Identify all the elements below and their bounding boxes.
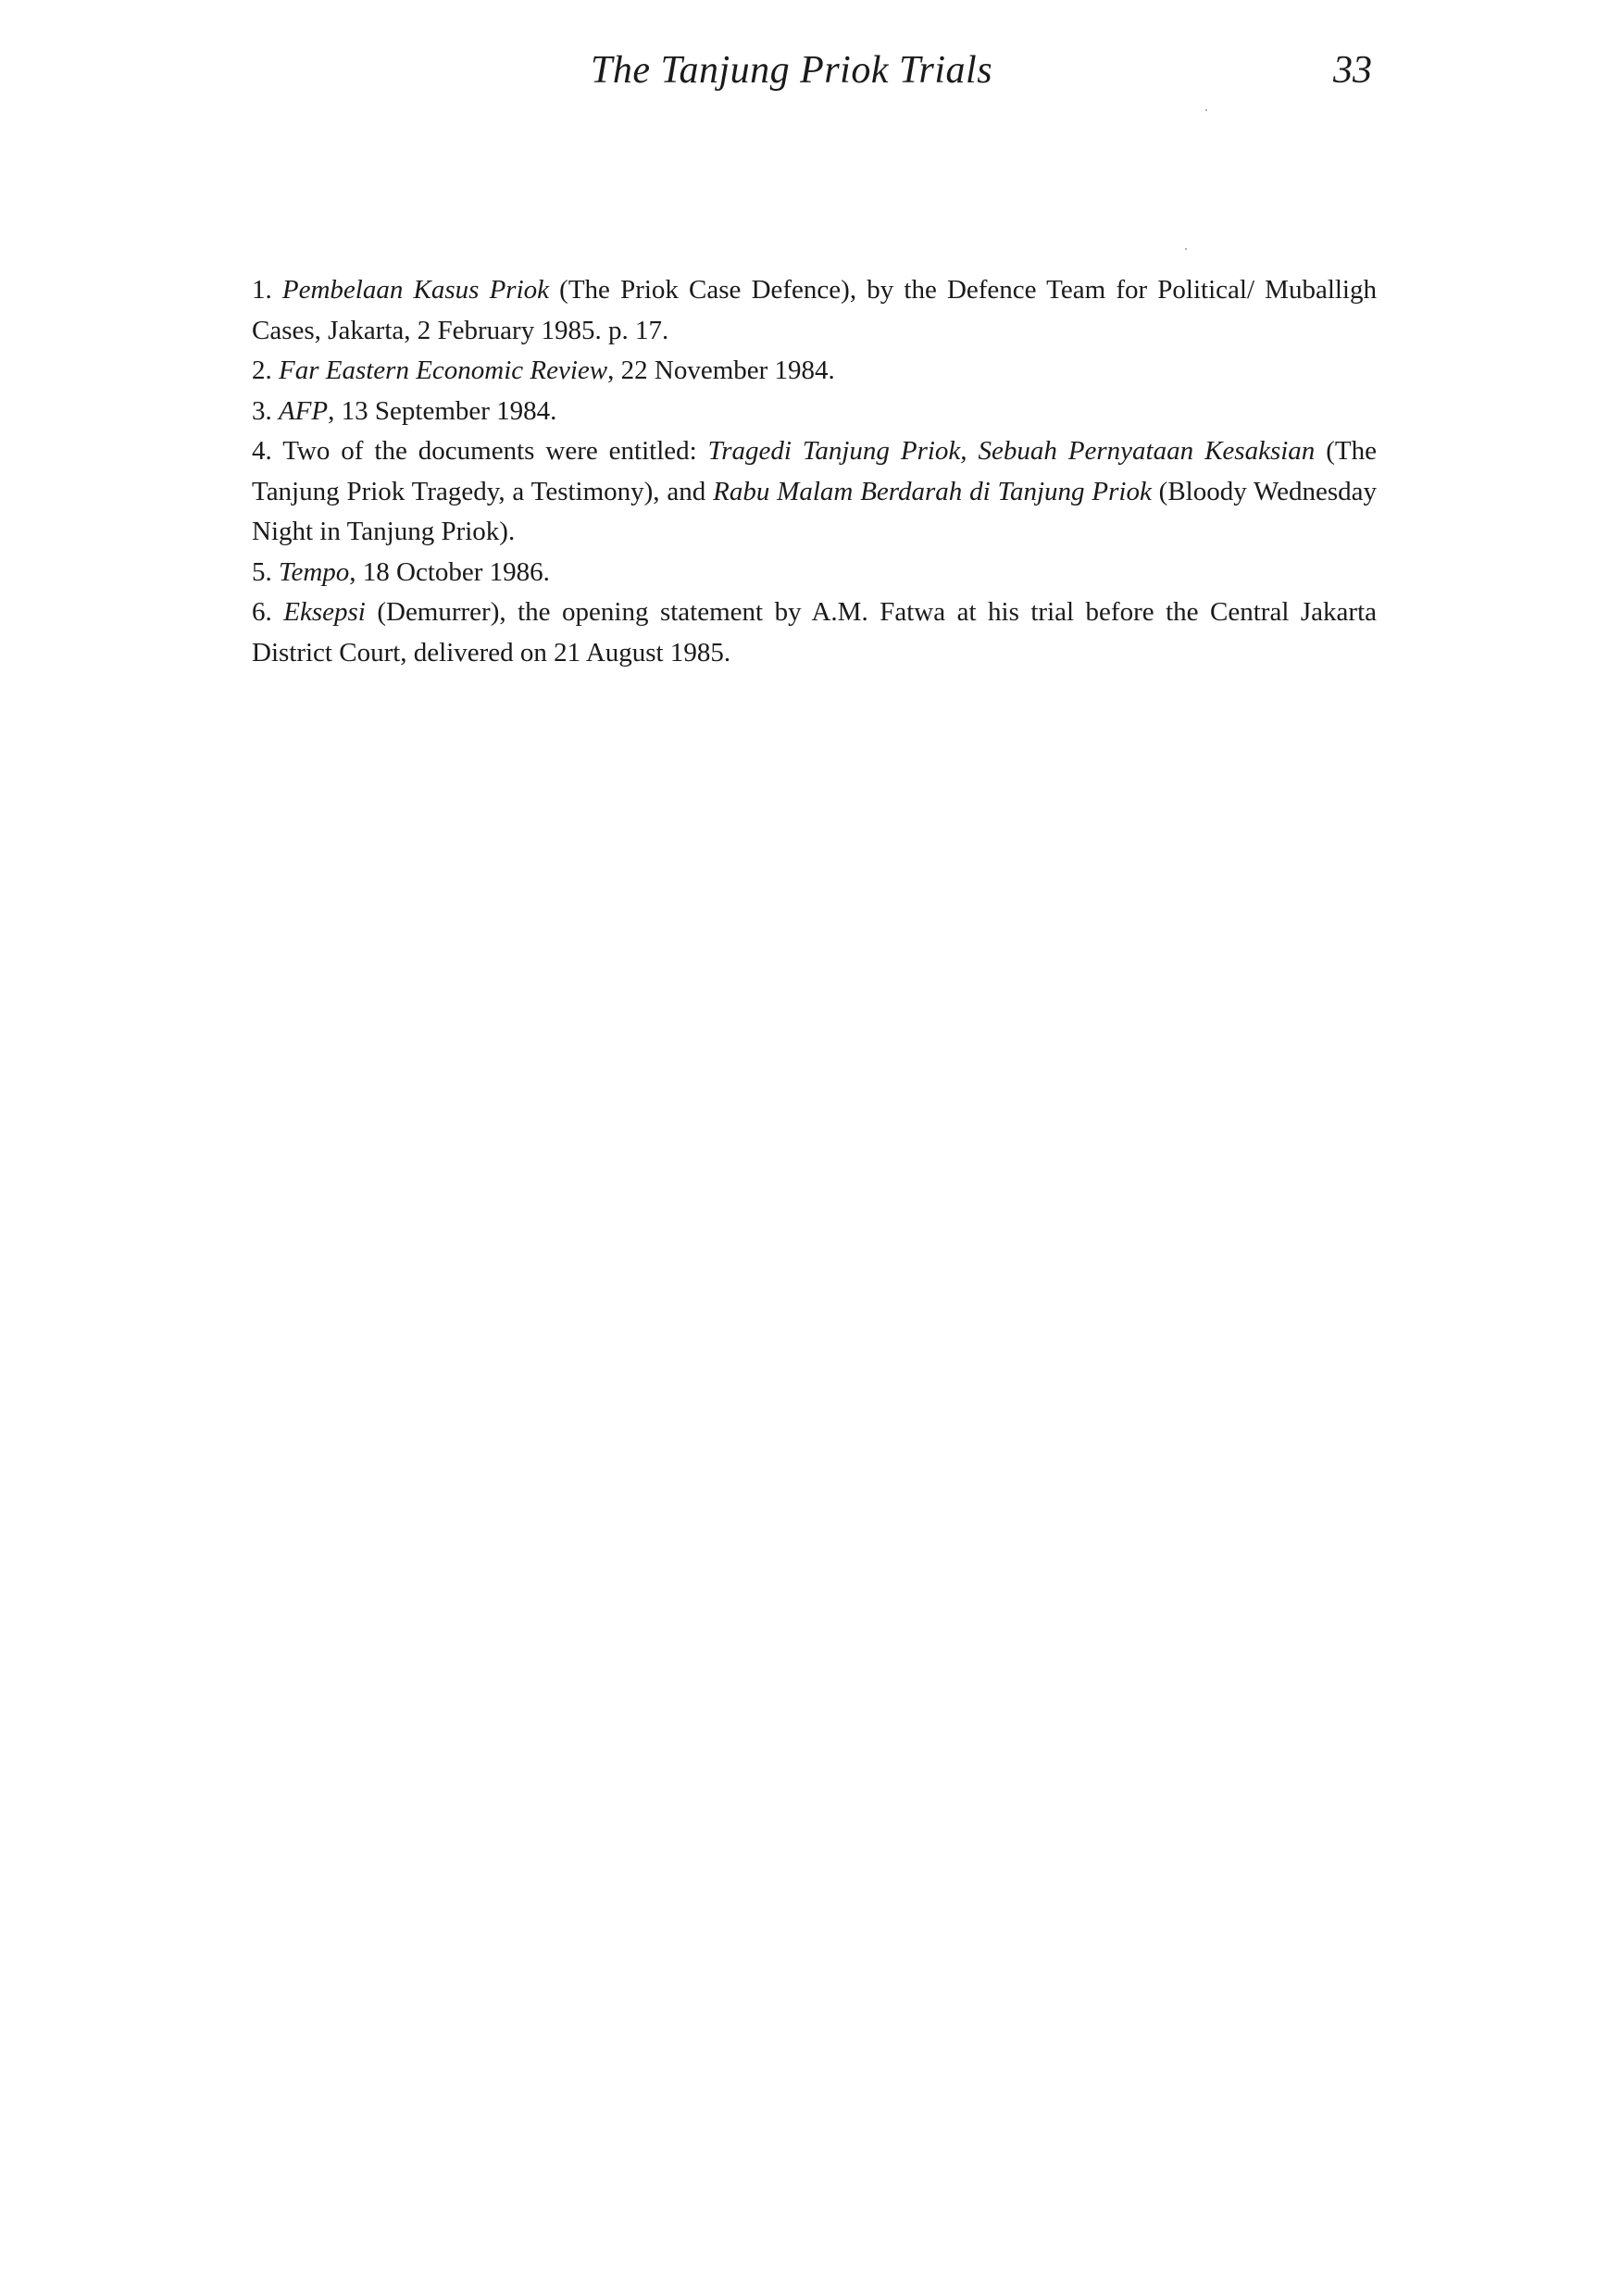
endnote-source-title: Tragedi Tanjung Priok, Sebuah Pernyataan Kesaksian [707, 436, 1316, 466]
running-title: The Tanjung Priok Trials [591, 49, 993, 92]
endnote-number: 1. [252, 275, 272, 305]
endnote-4 [252, 431, 1377, 553]
endnote-text: (Bloody Wednesday Night in Tanjung Priok). [252, 476, 1378, 546]
endnote-source-title: Pembelaan Kasus Priok [281, 275, 550, 305]
endnote-5 [252, 553, 1377, 593]
endnote-3 [252, 392, 1377, 432]
endnote-text: , 18 October 1986. [349, 556, 550, 587]
endnote-6 [252, 593, 1377, 673]
scan-speck [1185, 248, 1187, 250]
page-number: 33 [1333, 49, 1372, 92]
endnote-text: , 13 September 1984. [328, 395, 557, 426]
endnotes-list [252, 270, 1377, 673]
endnote-1 [252, 270, 1377, 351]
endnote-number: 4. [252, 436, 272, 466]
running-head [0, 48, 1622, 104]
endnote-number: 5. [252, 556, 272, 587]
endnote-source-title: AFP [279, 395, 329, 426]
endnote-mid-text: (The Tanjung Priok Tragedy, a Testimony), and [252, 436, 1377, 506]
endnote-lead-text: Two of the documents were entitled: [282, 436, 708, 466]
endnote-source-title: Eksepsi [283, 597, 366, 627]
endnote-number: 3. [252, 395, 272, 426]
endnote-text: (Demurrer), the opening statement by A.M. Fatwa at his trial before the Central Jakarta District Court, delivered on 21 August 1985. [252, 597, 1377, 668]
endnote-2 [252, 351, 1377, 392]
endnote-text: , 22 November 1984. [607, 356, 835, 385]
endnote-text: (The Priok Case Defence), by the Defence Team for Political/ Muballigh Cases, Jakarta, 2 February 1985. p. 17. [252, 275, 1377, 345]
endnote-number: 6. [252, 597, 272, 627]
endnote-number: 2. [252, 356, 272, 385]
scan-speck [1205, 109, 1207, 111]
endnote-source-title-2: Rabu Malam Berdarah di Tanjung Priok [713, 476, 1152, 506]
endnote-source-title: Tempo [279, 556, 350, 587]
endnote-source-title: Far Eastern Economic Review [279, 356, 608, 385]
